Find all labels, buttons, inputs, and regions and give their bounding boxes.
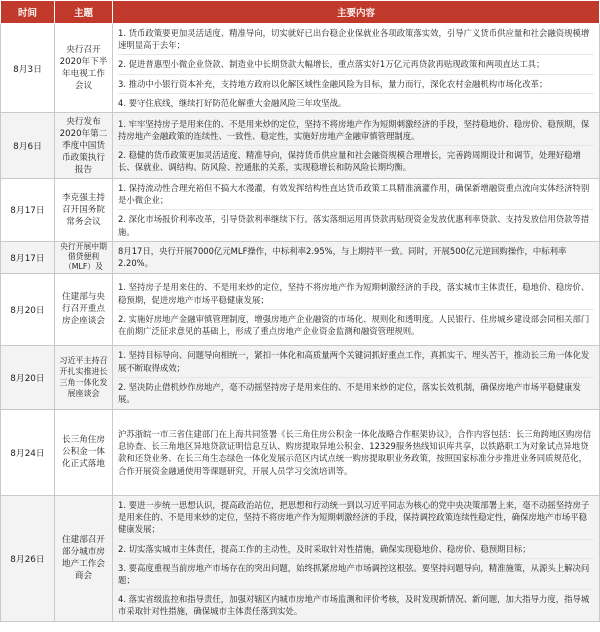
- table-row: [1, 241, 600, 273]
- row-content: [113, 113, 600, 179]
- row-date: 8月24日: [1, 409, 55, 495]
- row-content: [113, 273, 600, 345]
- table-row: [1, 24, 600, 113]
- row-date: 8月20日: [1, 345, 55, 409]
- content-item: 1. 牢牢坚持房子是用来住的、不是用来炒的定位，坚持不将房地产作为短期刺激经济的手段，坚持稳地价、稳房价、稳预期，保持房地产金融政策的连续性、一致性、稳定性，实施好房地产金融审慎管理制度。: [118, 118, 590, 141]
- table-row: [1, 273, 600, 345]
- row-topic: 央行开展中期借贷便利（MLF）及: [55, 241, 113, 273]
- row-content: [113, 179, 600, 242]
- content-item: 2. 稳健的货币政策更加灵活适度、精准导向，保持货币供应量和社会融资规模合理增长，完善跨周期设计和调节，处理好稳增长、保就业、调结构、防风险、控通胀的关系，实现稳增长和防风险长期均衡。: [118, 145, 594, 174]
- row-topic: 李克强主持召开国务院常务会议: [55, 179, 113, 242]
- content-item: 1. 货币政策要更加灵活适度、精准导向，切实就好已出台稳企业保就业各项政策落实效，引导广义货币供应量和社会融资规模增速明显高于去年；: [118, 28, 590, 51]
- content-item: 2. 实施好房地产金融审慎管理制度，增强房地产企业融资的市场化、规则化和透明度。人民银行、住房城乡建设部会同相关部门在前期广泛征求意见的基础上，形成了重点房地产企业资金监测和融资管理规则。: [118, 309, 594, 338]
- row-date: 8月26日: [1, 495, 55, 621]
- content-item: 2. 切实落实城市主体责任，提高工作的主动性，及时采取针对性措施，确保实现稳地价、稳房价、稳预期目标；: [118, 539, 594, 556]
- content-item: 4. 落实省级监控和指导责任，加强对辖区内城市房地产市场监测和评价考核，及时发现新情况、新问题，加大指导力度，指导城市采取针对性措施，确保城市主体责任落到实处。: [118, 589, 594, 618]
- header-topic: 主题: [55, 1, 113, 24]
- row-date: 8月20日: [1, 273, 55, 345]
- row-content: [113, 495, 600, 621]
- row-date: 8月6日: [1, 113, 55, 179]
- content-item: 2. 坚决防止借机炒作房地产，毫不动摇坚持房子是用来住的、不是用来炒的定位，落实长效机制，确保房地产市场平稳健康发展。: [118, 377, 594, 406]
- table-header-row: [1, 1, 600, 24]
- content-item: 1. 保持流动性合理充裕但不搞大水漫灌，有效发挥结构性直达货币政策工具精准滴灌作用，确保新增融资重点流向实体经济特别是小微企业；: [118, 183, 590, 206]
- content-item: 3. 推动中小银行资本补充，支持地方政府以化解区域性金融风险为目标，量力而行，深化农村金融机构市场化改革；: [118, 74, 594, 91]
- content-item: 1. 坚持目标导向、问题导向相统一，紧扣一体化和高质量两个关键词抓好重点工作，真抓实干、埋头苦干，推动长三角一体化发展不断取得成效；: [118, 350, 590, 373]
- row-content: [113, 24, 600, 113]
- table-row: [1, 345, 600, 409]
- content-item: 8月17日，央行开展7000亿元MLF操作，中标利率2.95%，与上期持平一致。同时，开展500亿元逆回购操作，中标利率2.20%。: [118, 246, 567, 269]
- header-time: 时间: [1, 1, 55, 24]
- row-topic: 央行召开2020年下半年电视工作会议: [55, 24, 113, 113]
- header-content: 主要内容: [113, 1, 600, 24]
- row-topic: 习近平主持召开扎实推进长三角一体化发展座谈会: [55, 345, 113, 409]
- row-topic: 住建部召开部分城市房地产工作会商会: [55, 495, 113, 621]
- content-item: 沪苏浙皖一市三省住建部门在上海共同签署《长三角住房公积金一体化战略合作框架协议》，合作内容包括：长三角跨地区购房信息协查、长三角地区异地贷款证明信息互认、购房提取异地公积金、12329服务热线知识库共享，以铁路职工为对象试点异地贷款和还贷业务、在长三角生态绿色一体化发展示范区内试点统一购房提取职业务政策，按照国家标准分步推进业务同质规范化，合作开展资金融通使用等课题研究，开展人员学习交流培训等。: [118, 428, 592, 476]
- content-item: 1. 要进一步统一思想认识，提高政治站位，把思想和行动统一到以习近平同志为核心的党中央决策部署上来，毫不动摇坚持房子是用来住的、不是用来炒的定位，坚持不将房地产作为短期刺激经济的手段，保持调控政策连续性稳定性，确保房地产市场平稳健康发展；: [118, 500, 590, 535]
- row-date: 8月17日: [1, 179, 55, 242]
- content-item: 2. 促进普惠型小微企业贷款、制造业中长期贷款大幅增长，重点落实好1万亿元再贷款再贴现政策和两项直达工具；: [118, 54, 594, 71]
- row-date: 8月3日: [1, 24, 55, 113]
- row-content: [113, 345, 600, 409]
- content-item: 3. 要高度重视当前房地产市场存在的突出问题，始终抓紧房地产市场调控这根弦。要坚持问题导向，精准施策，从源头上解决问题；: [118, 558, 594, 587]
- table-row: [1, 113, 600, 179]
- row-topic: 长三角住房公积金一体化正式落地: [55, 409, 113, 495]
- content-item: 2. 深化市场报价利率改革，引导贷款利率继续下行。落实落细运用再贷款再贴现资金发放优惠利率贷款、支持发放信用贷款等措施。: [118, 209, 594, 238]
- row-topic: 央行发布2020年第二季度中国货币政策执行报告: [55, 113, 113, 179]
- row-content: [113, 241, 600, 273]
- table-row: [1, 409, 600, 495]
- row-date: 8月17日: [1, 241, 55, 273]
- table-row: [1, 179, 600, 242]
- table-row: [1, 495, 600, 621]
- content-item: 1. 坚持房子是用来住的、不是用来炒的定位，坚持不将房地产作为短期刺激经济的手段，落实城市主体责任，稳地价、稳房价、稳预期，促进房地产市场平稳健康发展；: [118, 282, 590, 305]
- row-content: [113, 409, 600, 495]
- content-item: 4. 要守住底线，继续打好防范化解重大金融风险三年攻坚战。: [118, 93, 594, 110]
- row-topic: 住建部与央行召开重点房企座谈会: [55, 273, 113, 345]
